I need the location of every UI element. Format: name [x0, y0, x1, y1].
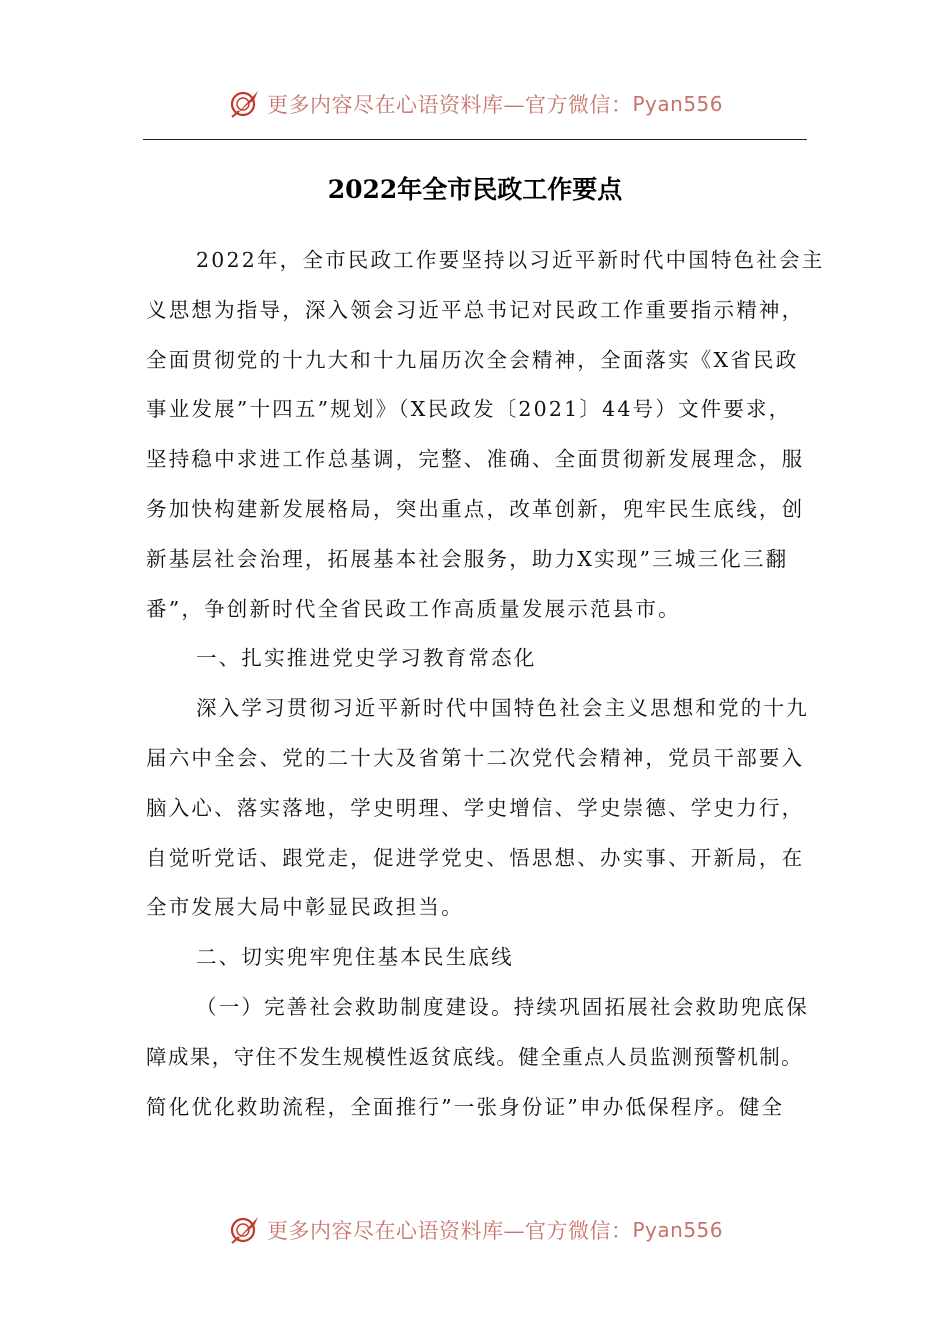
text-line: 坚持稳中求进工作总基调，完整、准确、全面贯彻新发展理念，服 [146, 447, 805, 472]
text-line: （一）完善社会救助制度建设。持续巩固拓展社会救助兜底保 [196, 994, 809, 1019]
text-line: 全市发展大局中彰显民政担当。 [146, 895, 464, 920]
text-line: 全面贯彻党的十九大和十九届历次全会精神，全面落实《X省民政 [146, 347, 799, 372]
text-line: 脑入心、落实落地，学史明理、学史增信、学史崇德、学史力行， [146, 795, 805, 820]
banner-wechat-id: Pyan556 [632, 1218, 723, 1242]
text-line: 事业发展”十四五”规划》（X民政发〔2021〕44号）文件要求， [146, 397, 792, 422]
text-line: 障成果，守住不发生规模性返贫底线。健全重点人员监测预警机制。 [146, 1044, 803, 1069]
text-line: 自觉听党话、跟党走，促进学党史、悟思想、办实事、开新局，在 [146, 845, 805, 870]
text-line: 务加快构建新发展格局，突出重点，改革创新，兜牢民生底线，创 [146, 496, 805, 521]
text-line: 一、扎实推进党史学习教育常态化 [196, 646, 537, 671]
text-line: 新基层社会治理，拓展基本社会服务，助力X实现”三城三化三翻 [146, 546, 789, 571]
text-line: 2022年，全市民政工作要坚持以习近平新时代中国特色社会主 [196, 248, 825, 272]
quill-logo-icon [227, 1212, 263, 1248]
header-banner [0, 82, 950, 126]
text-line: 二、切实兜牢兜住基本民生底线 [196, 945, 514, 970]
text-line: 番”，争创新时代全省民政工作高质量发展示范县市。 [146, 596, 681, 621]
banner-text: 更多内容尽在心语资料库—官方微信： [266, 93, 633, 117]
text-line: 届六中全会、党的二十大及省第十二次党代会精神，党员干部要入 [146, 745, 805, 770]
banner-text: 更多内容尽在心语资料库—官方微信： [266, 1219, 633, 1243]
footer-banner [0, 1208, 950, 1252]
document-body [146, 240, 825, 1136]
quill-logo-icon [227, 86, 263, 122]
text-line: 简化优化救助流程，全面推行”一张身份证”申办低保程序。健全 [146, 1094, 785, 1119]
document-title: 2022年全市民政工作要点 [327, 175, 623, 204]
banner-wechat-id: Pyan556 [632, 92, 723, 116]
text-line: 深入学习贯彻习近平新时代中国特色社会主义思想和党的十九 [196, 696, 809, 721]
text-line: 义思想为指导，深入领会习近平总书记对民政工作重要指示精神， [146, 297, 805, 322]
header-divider [143, 139, 807, 140]
